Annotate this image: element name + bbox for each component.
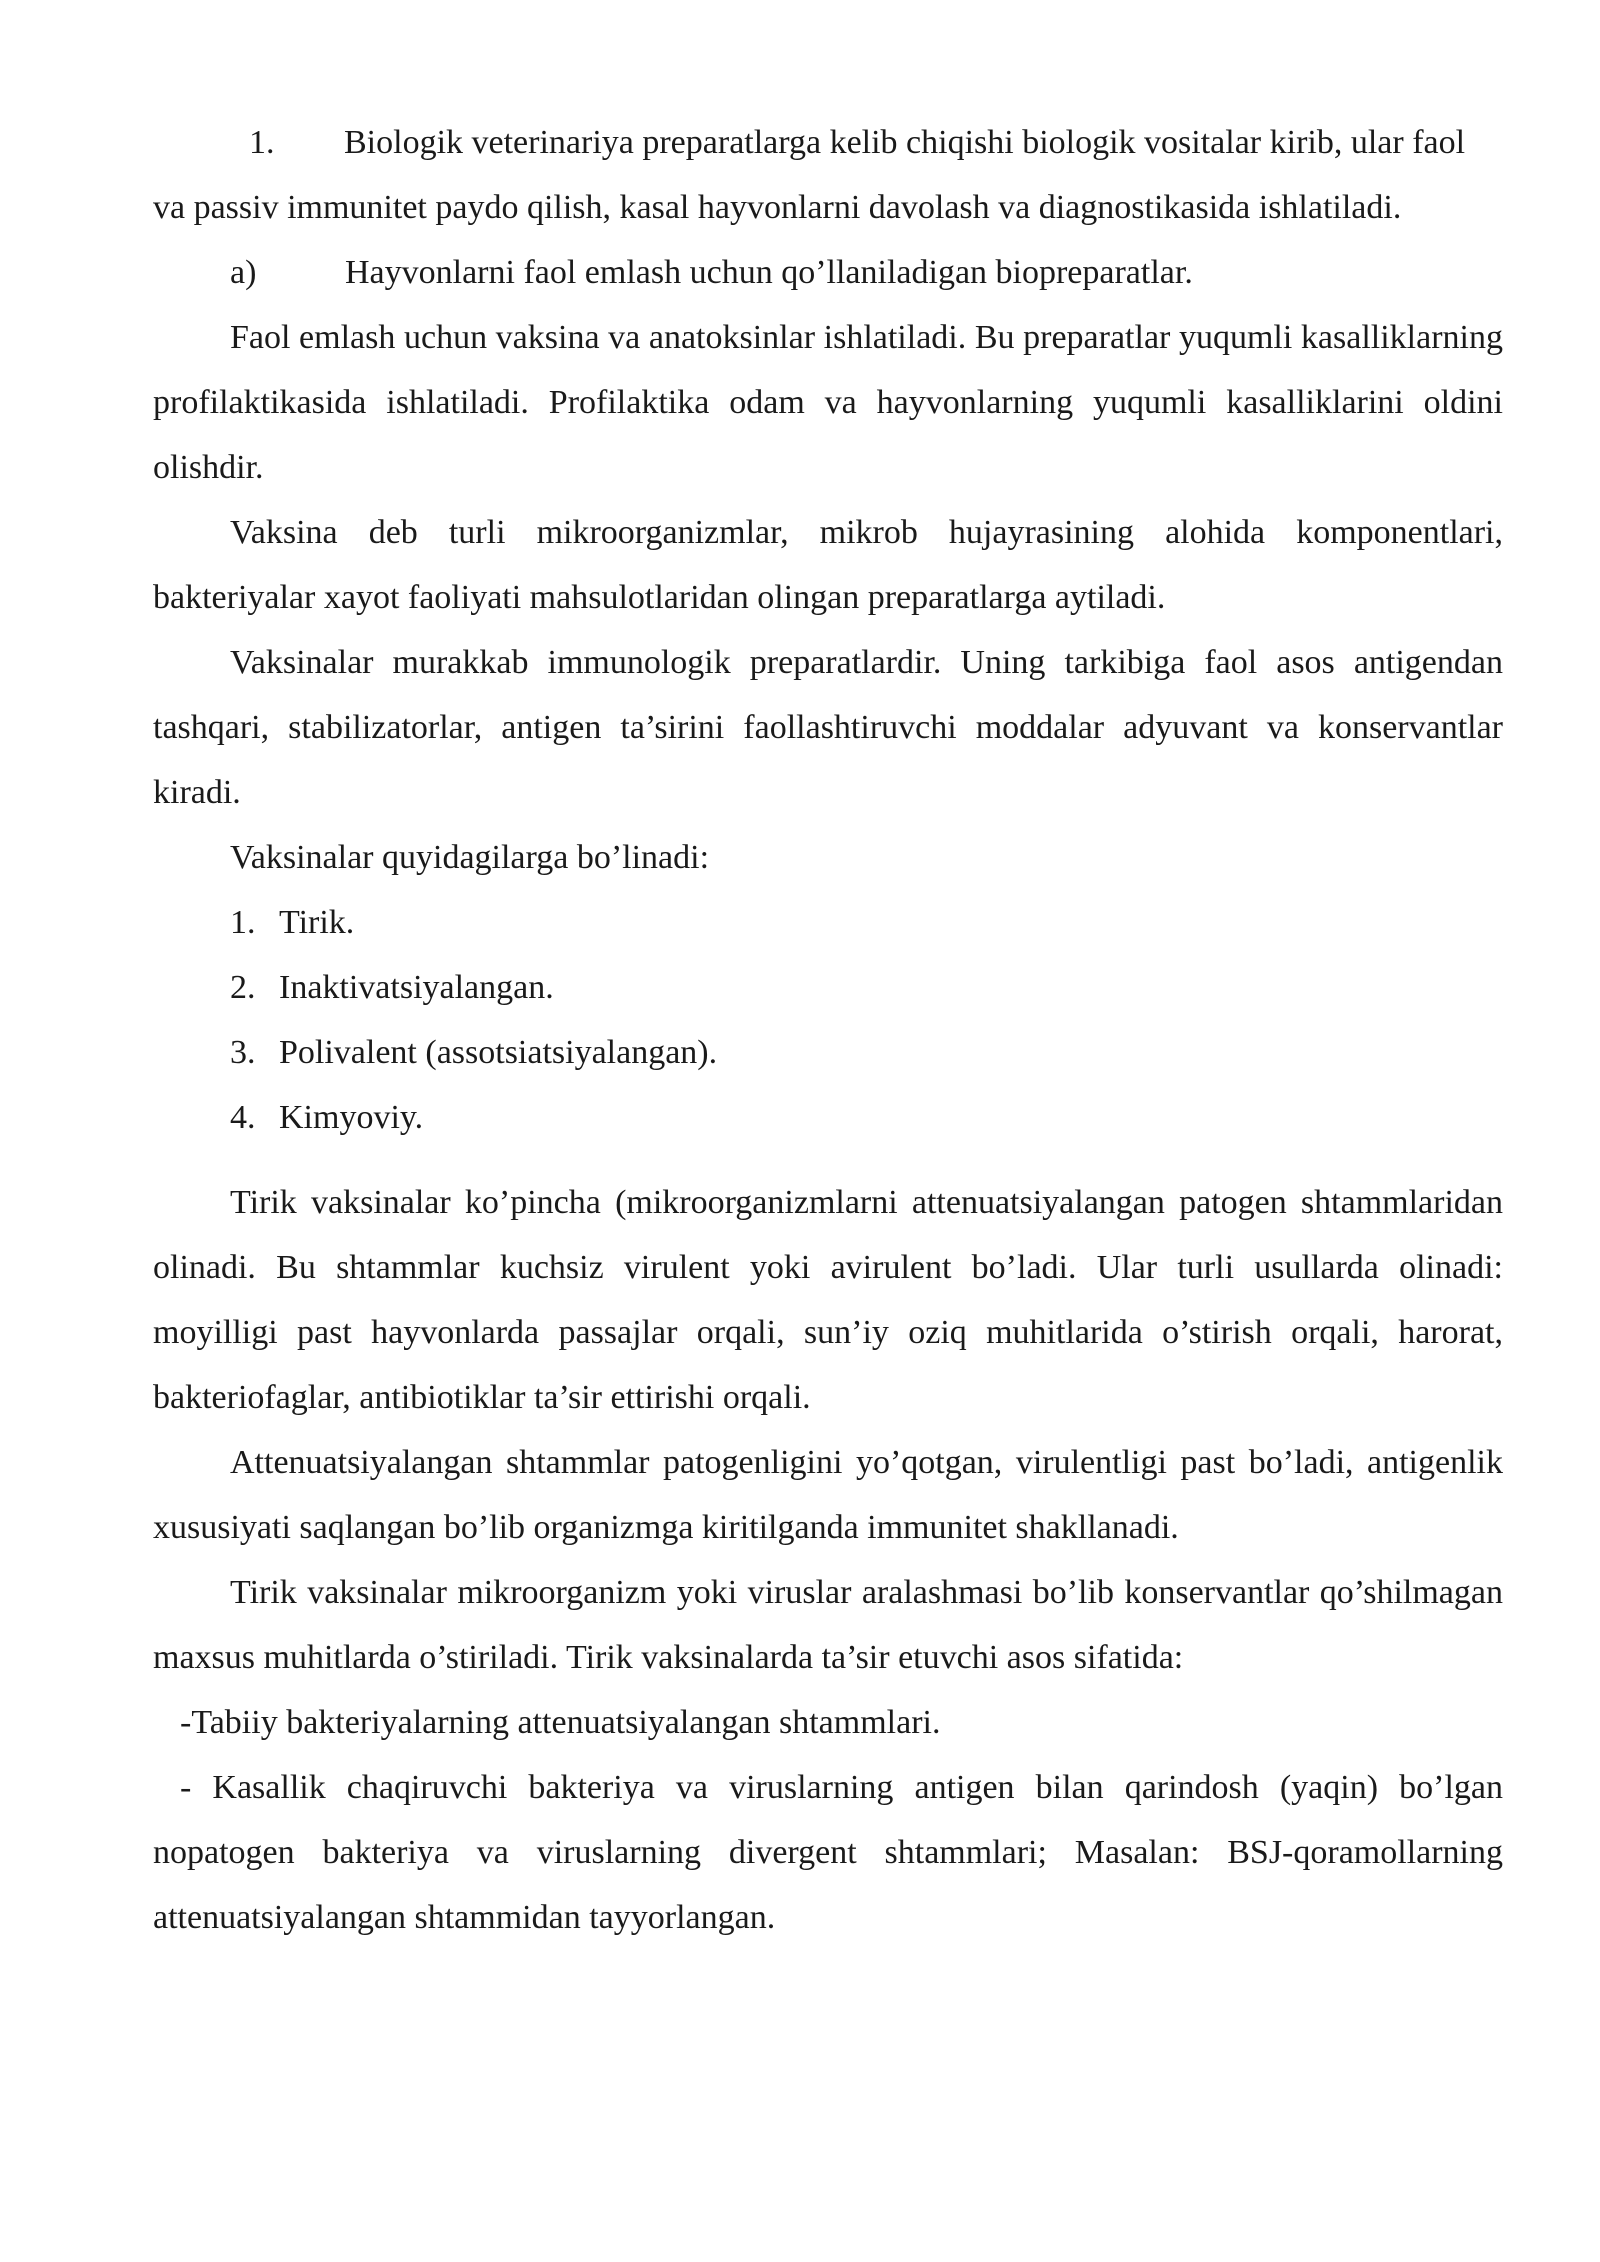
list-item-number: 3. xyxy=(230,1034,256,1071)
paragraph-5: Vaksinalar quyidagilarga bo’linadi: xyxy=(230,839,710,876)
list-item-number: 1. xyxy=(230,904,256,941)
dash-item-1: -Tabiiy bakteriyalarning attenuatsiyalangan shtammlari. xyxy=(180,1704,941,1741)
paragraph-a-text: Hayvonlarni faol emlash uchun qo’llaniladigan biopreparatlar. xyxy=(345,254,1193,291)
list-item-text: Inaktivatsiyalangan. xyxy=(279,969,554,1006)
list-item-number: 2. xyxy=(230,969,256,1006)
paragraph-4: Vaksinalar murakkab immunologik preparatlardir. Uning tarkibiga faol asos antigendan tashqari, stabilizatorlar, antigen ta’sirini faollashtiruvchi moddalar adyuvant va konservantlar kiradi. xyxy=(153,644,1503,811)
paragraph-1-number: 1. xyxy=(249,124,275,161)
paragraph-8: Tirik vaksinalar mikroorganizm yoki viruslar aralashmasi bo’lib konservantlar qo’shilmagan maxsus muhitlarda o’stiriladi. Tirik vaksinalarda ta’sir etuvchi asos sifatida: xyxy=(153,1574,1503,1676)
list-item-text: Tirik. xyxy=(279,904,355,941)
dash-item-2: - Kasallik chaqiruvchi bakteriya va viruslarning antigen bilan qarindosh (yaqin) bo’lgan nopatogen bakteriya va viruslarning divergent shtammlari; Masalan: BSJ-qoramollarning attenuatsiyalangan shtammidan tayyorlangan. xyxy=(153,1769,1503,1936)
paragraph-7: Attenuatsiyalangan shtammlar patogenligini yo’qotgan, virulentligi past bo’ladi, antigenlik xususiyati saqlangan bo’lib organizmga kiritilganda immunitet shakllanadi. xyxy=(153,1444,1503,1546)
document-page xyxy=(153,110,1503,1950)
paragraph-6: Tirik vaksinalar ko’pincha (mikroorganizmlarni attenuatsiyalangan patogen shtammlaridan olinadi. Bu shtammlar kuchsiz virulent yoki avirulent bo’ladi. Ular turli usullarda olinadi: moyilligi past hayvonlarda passajlar orqali, sun’iy oziq muhitlarida o’stirish orqali, harorat, bakteriofaglar, antibiotiklar ta’sir ettirishi orqali. xyxy=(153,1184,1503,1416)
list-item-1 xyxy=(153,890,1503,955)
paragraph-a-marker: a) xyxy=(230,254,257,291)
list-item-3 xyxy=(153,1020,1503,1085)
list-item-4 xyxy=(153,1085,1503,1150)
list-item-2 xyxy=(153,955,1503,1020)
paragraph-a xyxy=(153,240,1503,305)
paragraph-3: Vaksina deb turli mikroorganizmlar, mikrob hujayrasining alohida komponentlari, bakteriyalar xayot faoliyati mahsulotlaridan olingan preparatlarga aytiladi. xyxy=(153,514,1503,616)
paragraph-1-text: Biologik veterinariya preparatlarga kelib chiqishi biologik vositalar kirib, ular faol va passiv immunitet paydo qilish, kasal hayvonlarni davolash va diagnostikasida ishlatiladi. xyxy=(153,124,1466,226)
list-item-text: Kimyoviy. xyxy=(279,1099,424,1136)
paragraph-1 xyxy=(153,110,1503,240)
paragraph-2: Faol emlash uchun vaksina va anatoksinlar ishlatiladi. Bu preparatlar yuqumli kasalliklarning profilaktikasida ishlatiladi. Profilaktika odam va hayvonlarning yuqumli kasalliklarini oldini olishdir. xyxy=(153,319,1503,486)
list-item-text: Polivalent (assotsiatsiyalangan). xyxy=(279,1034,718,1071)
list-item-number: 4. xyxy=(230,1099,256,1136)
